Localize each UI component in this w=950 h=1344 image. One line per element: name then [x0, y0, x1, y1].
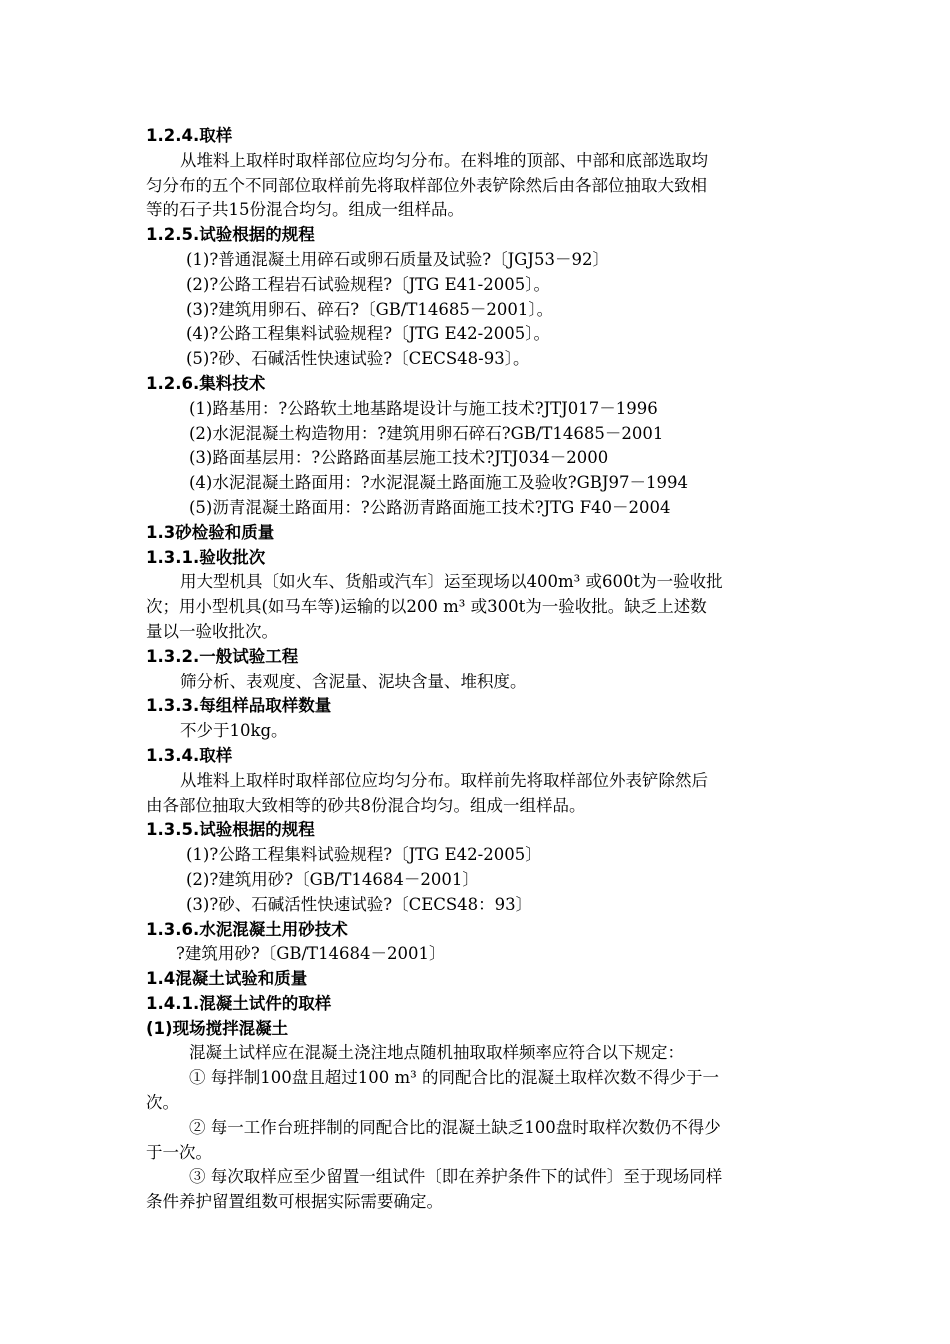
text-line: 匀分布的五个不同部位取样前先将取样部位外表铲除然后由各部位抽取大致相	[146, 175, 707, 195]
text-line: ② 每一工作台班拌制的同配合比的混凝土缺乏100盘时取样次数仍不得少	[189, 1117, 721, 1137]
section-heading: 1.2.5.试验根据的规程	[146, 225, 315, 245]
text-line: 量以一验收批次。	[146, 621, 278, 641]
section-heading: 1.4混凝土试验和质量	[146, 969, 308, 989]
text-line: (3)?建筑用卵石、碎石?〔GB/T14685－2001〕。	[186, 299, 554, 319]
text-line: (2)?建筑用砂?〔GB/T14684－2001〕	[186, 869, 479, 889]
text-line: ③ 每次取样应至少留置一组试件〔即在养护条件下的试件〕至于现场同样	[189, 1167, 723, 1187]
text-line: ① 每拌制100盘且超过100 m³ 的同配合比的混凝土取样次数不得少于一	[189, 1068, 719, 1088]
section-heading: 1.3.5.试验根据的规程	[146, 820, 315, 840]
text-line: 从堆料上取样时取样部位应均匀分布。取样前先将取样部位外表铲除然后	[180, 770, 708, 790]
text-line: 用大型机具〔如火车、货船或汽车〕运至现场以400m³ 或600t为一验收批	[180, 572, 723, 592]
text-line: (2)?公路工程岩石试验规程?〔JTG E41-2005〕。	[186, 274, 550, 294]
text-line: (5)沥青混凝土路面用：?公路沥青路面施工技术?JTG F40－2004	[189, 497, 671, 517]
section-heading: 1.2.4.取样	[146, 126, 233, 145]
section-heading: 1.4.1.混凝土试件的取样	[146, 993, 332, 1013]
text-line: 不少于10kg。	[180, 721, 288, 741]
text-line: (2)水泥混凝土构造物用：?建筑用卵石碎石?GB/T14685－2001	[189, 423, 664, 443]
document-page	[146, 124, 810, 1215]
text-line: (5)?砂、石碱活性快速试验?〔CECS48-93〕。	[186, 349, 530, 369]
text-line: (1)?公路工程集料试验规程?〔JTG E42-2005〕	[186, 845, 542, 865]
text-line: (1)路基用：?公路软土地基路堤设计与施工技术?JTJ017－1996	[189, 398, 658, 418]
text-line: 等的石子共15份混合均匀。组成一组样品。	[146, 200, 464, 220]
text-line: 次；用小型机具(如马车等)运输的以200 m³ 或300t为一验收批。缺乏上述数	[146, 597, 707, 617]
text-line: 从堆料上取样时取样部位应均匀分布。在料堆的顶部、中部和底部选取均	[180, 150, 708, 170]
section-heading: 1.3.4.取样	[146, 745, 233, 765]
section-heading: 1.3.1.验收批次	[146, 547, 266, 567]
text-line: 条件养护留置组数可根据实际需要确定。	[146, 1192, 443, 1212]
section-heading: 1.3砂检验和质量	[146, 522, 275, 542]
section-heading: 1.3.2.一般试验工程	[146, 646, 299, 666]
section-heading: 1.3.3.每组样品取样数量	[146, 696, 332, 716]
text-line: (1)?普通混凝土用碎石或卵石质量及试验?〔JGJ53－92〕	[186, 249, 609, 269]
text-line: ?建筑用砂?〔GB/T14684－2001〕	[176, 944, 446, 964]
text-line: (4)?公路工程集料试验规程?〔JTG E42-2005〕。	[186, 324, 550, 344]
text-line: (4)水泥混凝土路面用：?水泥混凝土路面施工及验收?GBJ97－1994	[189, 473, 688, 493]
text-line: 混凝土试样应在混凝土浇注地点随机抽取取样频率应符合以下规定：	[189, 1043, 684, 1063]
text-line: 筛分析、表观度、含泥量、泥块含量、堆积度。	[180, 671, 527, 691]
text-line: 于一次。	[146, 1142, 212, 1162]
text-line: 由各部位抽取大致相等的砂共8份混合均匀。组成一组样品。	[146, 795, 586, 815]
section-heading: 1.3.6.水泥混凝土用砂技术	[146, 919, 348, 939]
text-line: (3)?砂、石碱活性快速试验?〔CECS48：93〕	[186, 894, 533, 914]
text-line: (3)路面基层用：?公路路面基层施工技术?JTJ034－2000	[189, 448, 609, 468]
section-heading: 1.2.6.集料技术	[146, 373, 266, 393]
text-line: 次。	[146, 1093, 179, 1113]
section-heading: (1)现场搅拌混凝土	[146, 1018, 289, 1038]
